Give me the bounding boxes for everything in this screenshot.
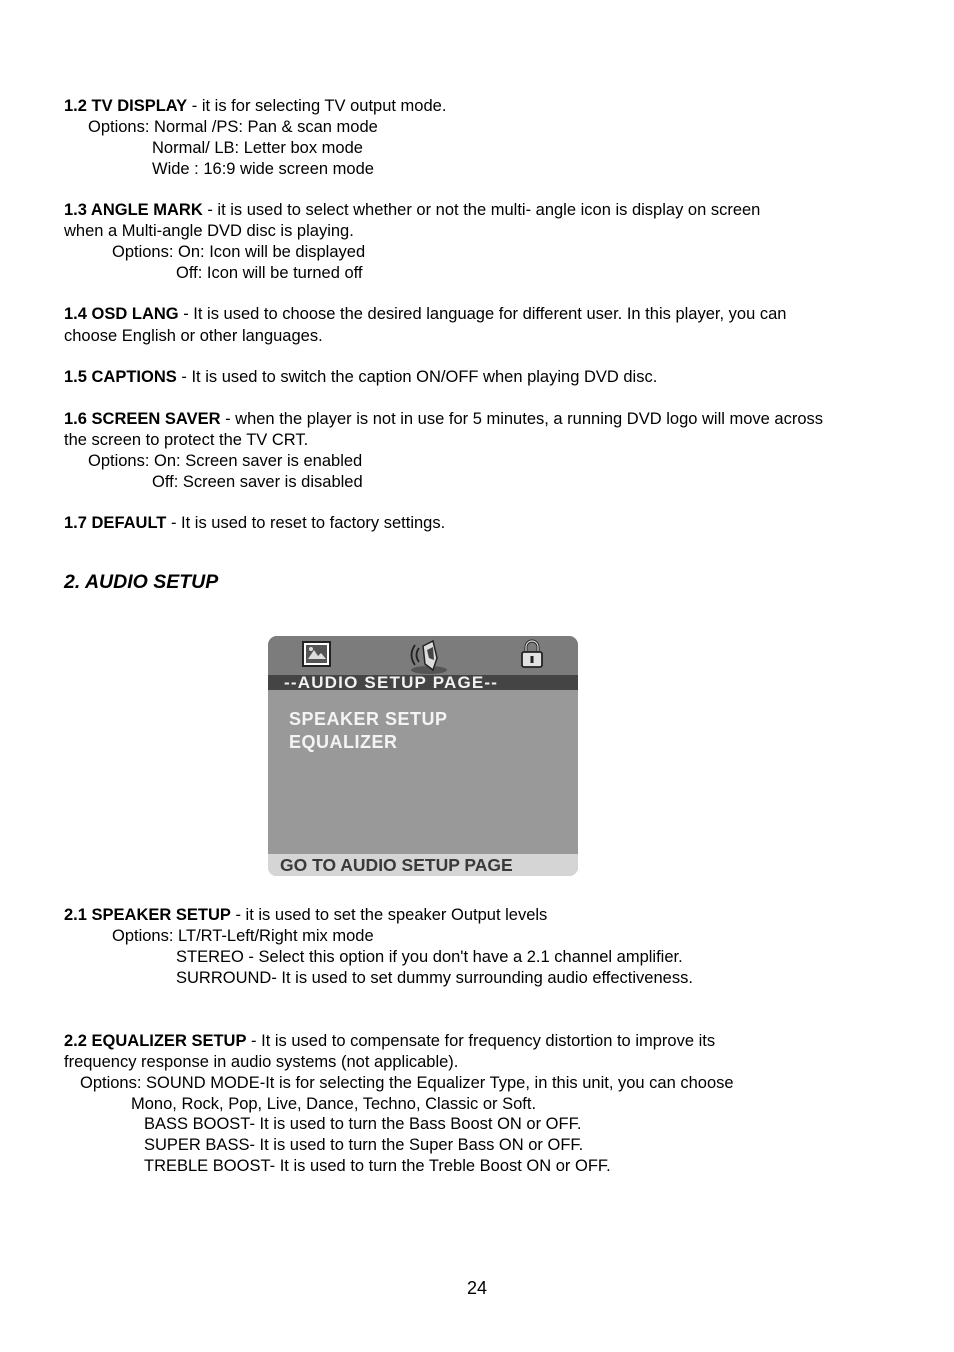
section-desc-cont: when a Multi-angle DVD disc is playing. — [64, 222, 354, 240]
section-title: 1.2 TV DISPLAY — [64, 97, 188, 115]
option-line: SURROUND- It is used to set dummy surrounding audio effectiveness. — [176, 969, 693, 987]
lock-icon — [518, 638, 546, 675]
option-line: Options: On: Screen saver is enabled — [88, 452, 363, 470]
osd-menu-item-equalizer[interactable]: EQUALIZER — [289, 732, 398, 752]
section-desc-cont: choose English or other languages. — [64, 327, 323, 345]
section-desc: - when the player is not in use for 5 minutes, a running DVD logo will move across — [220, 410, 824, 428]
option-line: Options: Normal /PS: Pan & scan mode — [88, 118, 378, 136]
option-line: STEREO - Select this option if you don't have a 2.1 channel amplifier. — [176, 948, 683, 966]
section-title: 2.1 SPEAKER SETUP — [64, 906, 231, 924]
picture-icon — [301, 639, 333, 674]
section-desc: - It is used to switch the caption ON/OFF when playing DVD disc. — [176, 368, 658, 386]
section-1-2-heading-line — [64, 96, 446, 117]
option-line: Options: LT/RT-Left/Right mix mode — [112, 927, 374, 945]
chapter-heading: 2. AUDIO SETUP — [64, 571, 219, 593]
option-line: Wide : 16:9 wide screen mode — [152, 160, 374, 178]
option-line: SUPER BASS- It is used to turn the Super Bass ON or OFF. — [144, 1136, 584, 1154]
option-line: TREBLE BOOST- It is used to turn the Treble Boost ON or OFF. — [144, 1157, 611, 1175]
section-title: 1.7 DEFAULT — [64, 514, 167, 532]
section-1-6-heading-line — [64, 409, 823, 430]
section-1-7-heading-line — [64, 513, 445, 534]
section-desc: - It is used to reset to factory settings. — [166, 514, 446, 532]
section-desc-cont: the screen to protect the TV CRT. — [64, 431, 309, 449]
section-title: 1.5 CAPTIONS — [64, 368, 177, 386]
option-line: Off: Screen saver is disabled — [152, 473, 363, 491]
osd-page-title: --AUDIO SETUP PAGE-- — [284, 673, 499, 692]
option-line: Options: On: Icon will be displayed — [112, 243, 366, 261]
section-desc: - It is used to choose the desired language for different user. In this player, you can — [178, 305, 787, 323]
section-2-2-heading-line — [64, 1031, 715, 1052]
section-desc-cont: frequency response in audio systems (not applicable). — [64, 1053, 459, 1071]
osd-menu-item-speaker-setup[interactable]: SPEAKER SETUP — [289, 709, 448, 729]
section-title: 2.2 EQUALIZER SETUP — [64, 1032, 247, 1050]
page-number: 24 — [466, 1278, 488, 1298]
option-line: Normal/ LB: Letter box mode — [152, 139, 363, 157]
section-1-4-heading-line — [64, 304, 786, 325]
option-line: Mono, Rock, Pop, Live, Dance, Techno, Classic or Soft. — [131, 1095, 537, 1113]
section-1-5-heading-line — [64, 367, 657, 388]
section-desc: - it is used to select whether or not the multi- angle icon is display on screen — [202, 201, 761, 219]
section-title: 1.3 ANGLE MARK — [64, 201, 203, 219]
audio-setup-osd-screenshot — [268, 636, 578, 876]
section-desc: - It is used to compensate for frequency distortion to improve its — [246, 1032, 716, 1050]
osd-footer-bar — [268, 854, 578, 876]
section-desc: - it is used to set the speaker Output levels — [230, 906, 548, 924]
section-2-1-heading-line — [64, 905, 547, 926]
section-1-3-heading-line — [64, 200, 760, 221]
option-line: Options: SOUND MODE-It is for selecting the Equalizer Type, in this unit, you can choose — [80, 1074, 734, 1092]
osd-footer-text: GO TO AUDIO SETUP PAGE — [280, 855, 513, 875]
option-line: BASS BOOST- It is used to turn the Bass Boost ON or OFF. — [144, 1115, 582, 1133]
section-title: 1.6 SCREEN SAVER — [64, 410, 221, 428]
section-desc: - it is for selecting TV output mode. — [187, 97, 447, 115]
option-line: Off: Icon will be turned off — [176, 264, 363, 282]
section-title: 1.4 OSD LANG — [64, 305, 179, 323]
